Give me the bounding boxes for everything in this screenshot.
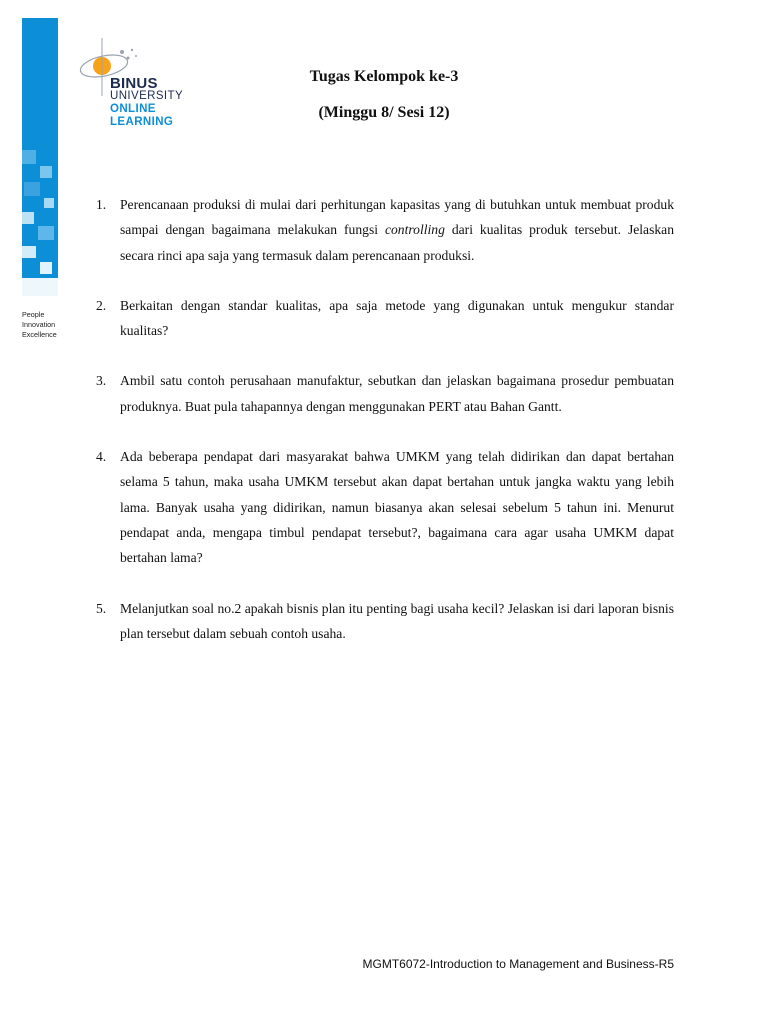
document-title: Tugas Kelompok ke-3	[309, 68, 459, 85]
question-emphasis: controlling	[384, 222, 445, 238]
tagline-line: People	[22, 310, 45, 319]
question-item	[96, 596, 674, 647]
brand-tagline	[22, 310, 57, 340]
question-text: Melanjutkan soal no.2 apakah bisnis plan itu penting bagi usaha kecil? Jelaskan isi dari laporan bisnis plan tersebut dalam sebuah contoh usaha.	[120, 600, 674, 641]
question-text: Ada beberapa pendapat dari masyarakat bahwa UMKM yang telah didirikan dan dapat bertahan selama 5 tahun, maka usaha UMKM tersebut akan dapat bertahan untuk jangka waktu yang lebih lama. Banyak usaha yang didirikan, namun biasanya akan selesai sebelum 5 tahun ini. Menurut pendapat anda, mengapa timbul pendapat tersebut?, bagaimana cara agar usaha UMKM dapat bertahan lama?	[120, 449, 674, 566]
question-text-part: Perencanaan produksi di mulai dari perhitungan kapasitas yang di butuhkan untuk membuat produk sampai dengan bagaimana melakukan fungsi	[120, 197, 674, 238]
question-number: 5.	[96, 600, 107, 616]
question-item	[96, 192, 674, 268]
logo-wordmark	[110, 77, 183, 129]
question-number: 1.	[96, 197, 107, 212]
question-item	[96, 293, 674, 344]
question-text	[120, 197, 674, 263]
logo-online: ONLINE	[110, 103, 156, 115]
tagline-line: Excellence	[22, 330, 57, 339]
question-item	[96, 444, 674, 570]
question-text: Berkaitan dengan standar kualitas, apa saja metode yang digunakan untuk mengukur standar kualitas?	[120, 297, 674, 339]
question-list	[96, 192, 674, 671]
question-number: 4.	[96, 449, 107, 465]
tagline-line: Innovation	[22, 320, 56, 329]
logo-university: UNIVERSITY	[110, 90, 184, 102]
question-number: 2.	[96, 297, 107, 313]
question-item	[96, 368, 674, 419]
question-text-part: dari kualitas produk tersebut. Jelaskan secara rinci apa saja yang termasuk dalam perencanaan produksi.	[120, 222, 675, 263]
footer-course-code: MGMT6072-Introduction to Management and Business-R5	[362, 957, 674, 971]
question-text: Ambil satu contoh perusahaan manufaktur, sebutkan dan jelaskan bagaimana prosedur pembuatan produknya. Buat pula tahapannya dengan menggunakan PERT atau Bahan Gantt.	[120, 373, 674, 414]
question-number: 3.	[96, 373, 107, 389]
logo-name: BINUS	[110, 75, 158, 92]
logo-learning: LEARNING	[110, 116, 174, 128]
document-subtitle: (Minggu 8/ Sesi 12)	[318, 104, 450, 121]
